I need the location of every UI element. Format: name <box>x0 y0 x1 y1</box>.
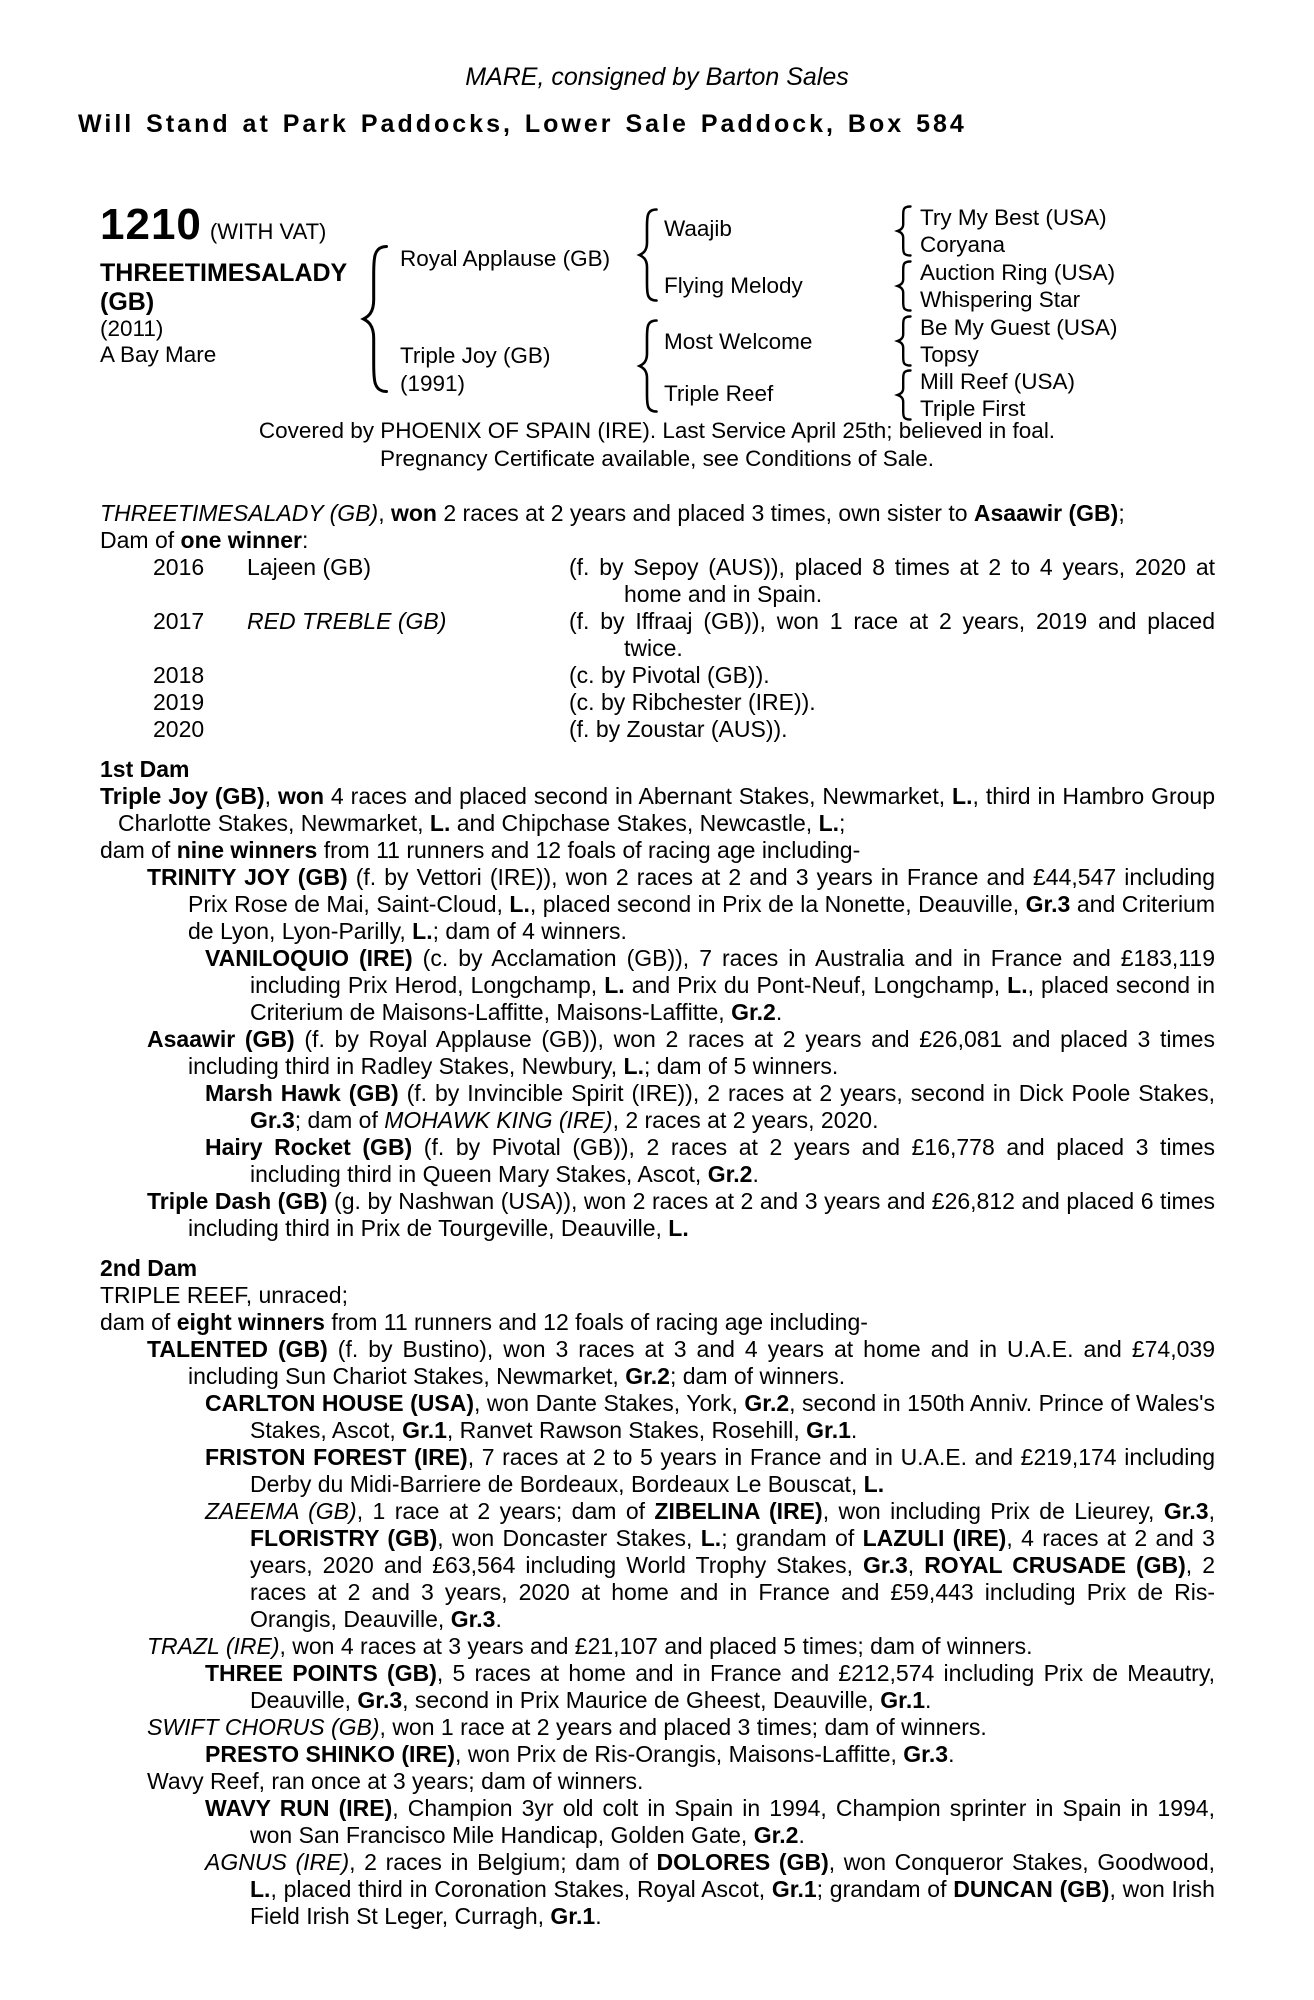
pedigree-brace-gg3 <box>896 315 912 367</box>
text-segment: ROYAL CRUSADE (GB) <box>924 1552 1186 1578</box>
text-segment: . <box>595 1903 602 1929</box>
text-segment: (g. by Nashwan (USA)), won 2 races at 2 and 3 years and £26,812 and placed 6 times including third in Prix de Tourgeville, Deauville, <box>188 1188 1215 1241</box>
text-segment: Gr.2 <box>731 999 776 1025</box>
text-segment: 4 races and placed second in Abernant Stakes, Newmarket, <box>324 783 953 809</box>
text-segment: , won Doncaster Stakes, <box>437 1525 701 1551</box>
text-segment: , 7 races at 2 to 5 years in France and in U.A.E. and £219,174 including Derby du Midi-Barriere de Bordeaux, Bordeaux Le Bouscat, <box>250 1444 1215 1497</box>
text-segment: (f. by Royal Applause (GB)), won 2 races at 2 years and £26,081 and placed 3 times including third in Radley Stakes, Newbury, <box>188 1026 1215 1079</box>
text-segment: , placed second in Criterium de Maisons-Laffitte, Maisons-Laffitte, <box>250 972 1215 1025</box>
text-segment: , won Prix de Ris-Orangis, Maisons-Laffitte, <box>455 1741 904 1767</box>
ggp-pair-1 <box>920 204 1107 258</box>
catalog-entry <box>100 1714 1215 1741</box>
produce-description: (f. by Iffraaj (GB)), won 1 race at 2 years, 2019 and placed twice. <box>569 608 1215 661</box>
covering-line-2: Pregnancy Certificate available, see Conditions of Sale. <box>379 446 935 471</box>
produce-description: (f. by Zoustar (AUS)). <box>569 716 788 742</box>
produce-description: (c. by Pivotal (GB)). <box>569 662 770 688</box>
ggp-name: Triple First <box>920 396 1026 421</box>
text-segment: Gr.3 <box>450 1606 496 1632</box>
ggp-name: Try My Best (USA) <box>920 205 1107 230</box>
text-segment: . <box>798 1822 805 1848</box>
text-segment: , <box>1208 1498 1215 1524</box>
dam-sire: Most Welcome <box>664 329 813 354</box>
text-segment: , 2 races in Belgium; dam of <box>349 1849 657 1875</box>
ggp-pair-4 <box>920 368 1075 422</box>
catalog-entry <box>100 864 1215 945</box>
catalog-entry <box>100 1660 1215 1714</box>
catalog-entry <box>100 1633 1215 1660</box>
catalog-entry <box>100 837 1215 864</box>
dam-of-winner-line <box>100 527 1215 554</box>
produce-description: (f. by Sepoy (AUS)), placed 8 times at 2 to 4 years, 2020 at home and in Spain. <box>569 554 1215 607</box>
produce-year: 2019 <box>153 689 205 715</box>
produce-row <box>100 716 1215 743</box>
text-segment: Marsh Hawk (GB) <box>205 1080 399 1106</box>
section-heading: 2nd Dam <box>100 1255 198 1281</box>
text-segment: . <box>495 1606 502 1632</box>
text-segment: , <box>907 1552 925 1578</box>
text-segment: TRIPLE REEF, unraced; <box>100 1282 348 1308</box>
text-segment: L. <box>429 810 451 836</box>
text-segment: Asaawir (GB) <box>147 1026 295 1052</box>
text-segment: Gr.2 <box>625 1363 670 1389</box>
text-segment: , won Conqueror Stakes, Goodwood, <box>828 1849 1215 1875</box>
ggp-name: Be My Guest (USA) <box>920 315 1118 340</box>
catalog-entry <box>100 1282 1215 1309</box>
text-segment: Triple Joy (GB) <box>100 783 265 809</box>
text-segment: , won Irish Field Irish St Leger, Curragh, <box>250 1876 1215 1929</box>
catalog-entry <box>100 1849 1215 1930</box>
text-segment: and Prix du Pont-Neuf, Longchamp, <box>624 972 1008 998</box>
produce-row <box>100 662 1215 689</box>
text-segment: from 11 runners and 12 foals of racing age including- <box>317 837 861 863</box>
text-segment: , won Dante Stakes, York, <box>474 1390 745 1416</box>
text-segment: Hairy Rocket (GB) <box>205 1134 413 1160</box>
text-segment: Wavy Reef, ran once at 3 years; dam of winners. <box>147 1768 644 1794</box>
text-segment: , Champion 3yr old colt in Spain in 1994, Champion sprinter in Spain in 1994, won San Francisco Mile Handicap, Golden Gate, <box>250 1795 1215 1848</box>
text-segment: L. <box>604 972 625 998</box>
text-segment: : <box>301 527 309 553</box>
text-segment: L. <box>509 891 530 917</box>
text-segment: ; dam of winners. <box>669 1363 846 1389</box>
text-segment: , 2 races at 2 years, 2020. <box>612 1107 879 1133</box>
text-segment: , third in Hambro Group Charlotte Stakes, Newmarket, <box>118 783 1215 836</box>
text-segment: FLORISTRY (GB) <box>250 1525 438 1551</box>
catalog-entry <box>100 945 1215 1026</box>
text-segment: , won including Prix de Lieurey, <box>822 1498 1164 1524</box>
produce-year: 2016 <box>153 554 205 580</box>
text-segment: , won 4 races at 3 years and £21,107 and placed 5 times; dam of winners. <box>279 1633 1033 1659</box>
text-segment: ; <box>839 810 846 836</box>
text-segment: Gr.3 <box>1025 891 1071 917</box>
text-segment: Gr.3 <box>250 1107 295 1133</box>
text-segment: . <box>925 1687 932 1713</box>
dam-dam: Triple Reef <box>664 381 774 406</box>
text-segment: ; dam of 5 winners. <box>643 1053 839 1079</box>
produce-name <box>247 716 569 743</box>
produce-name <box>247 689 569 716</box>
sire-name: Royal Applause (GB) <box>400 246 611 271</box>
text-segment: eight winners <box>176 1309 325 1335</box>
text-segment: and Criterium de Lyon, Lyon-Parilly, <box>188 891 1216 944</box>
text-segment: FRISTON FOREST (IRE) <box>205 1444 468 1470</box>
ggp-name: Topsy <box>920 342 979 367</box>
text-segment: L. <box>952 783 973 809</box>
foaling-year: (2011) <box>100 316 164 341</box>
text-segment: , second in 150th Anniv. Prince of Wales's Stakes, Ascot, <box>250 1390 1215 1443</box>
text-segment: Gr.2 <box>753 1822 799 1848</box>
ggp-name: Auction Ring (USA) <box>920 260 1116 285</box>
catalog-entry <box>100 1134 1215 1188</box>
text-segment: AGNUS (IRE) <box>205 1849 350 1875</box>
text-segment: L. <box>1007 972 1028 998</box>
catalog-entry <box>100 1309 1215 1336</box>
produce-name <box>247 662 569 689</box>
text-segment: from 11 runners and 12 foals of racing age including- <box>324 1309 868 1335</box>
text-segment: won <box>278 783 324 809</box>
text-segment: L. <box>623 1053 644 1079</box>
text-segment: (c. by Acclamation (GB)), 7 races in Australia and in France and £183,119 including Prix Herod, Longchamp, <box>250 945 1215 998</box>
lot-header <box>100 200 327 249</box>
pedigree-brace-gg2 <box>896 260 912 312</box>
text-segment: L. <box>818 810 840 836</box>
produce-year: 2018 <box>153 662 205 688</box>
sire-sire: Waajib <box>664 216 732 241</box>
horse-name: THREETIMESALADY <box>100 259 348 287</box>
text-segment: one winner <box>180 527 302 553</box>
text-segment: WAVY RUN (IRE) <box>205 1795 393 1821</box>
text-segment: Gr.1 <box>402 1417 447 1443</box>
dam-sections <box>100 756 1215 1930</box>
text-segment: , second in Prix Maurice de Gheest, Deauville, <box>402 1687 881 1713</box>
dam-name-block <box>400 342 550 398</box>
text-segment: (f. by Pivotal (GB)), 2 races at 2 years and £16,778 and placed 3 times including third in Queen Mary Stakes, Ascot, <box>250 1134 1215 1187</box>
text-segment: dam of <box>100 837 177 863</box>
text-segment: DUNCAN (GB) <box>953 1876 1110 1902</box>
mare-race-record <box>100 500 1215 527</box>
text-segment: , Ranvet Rawson Stakes, Rosehill, <box>446 1417 807 1443</box>
stand-location-line: Will Stand at Park Paddocks, Lower Sale Paddock, Box 584 <box>78 110 967 138</box>
ggp-name: Whispering Star <box>920 287 1081 312</box>
text-segment: , 1 race at 2 years; dam of <box>356 1498 655 1524</box>
produce-row <box>100 554 1215 608</box>
catalog-entry <box>100 1080 1215 1134</box>
text-segment: Gr.1 <box>771 1876 817 1902</box>
horse-name-suffix: (GB) <box>100 288 155 316</box>
text-segment: LAZULI (IRE) <box>862 1525 1007 1551</box>
text-segment: won <box>390 500 437 526</box>
horse-description: A Bay Mare <box>100 342 217 367</box>
catalog-entry <box>100 1336 1215 1390</box>
text-segment: . <box>775 999 783 1025</box>
text-segment: , placed second in Prix de la Nonette, Deauville, <box>529 891 1026 917</box>
mare-description <box>100 500 1215 527</box>
catalog-entry <box>100 1768 1215 1795</box>
text-segment: . <box>850 1417 858 1443</box>
produce-description: (c. by Ribchester (IRE)). <box>569 689 816 715</box>
covering-line-1: Covered by PHOENIX OF SPAIN (IRE). Last Service April 25th; believed in foal. <box>258 418 1056 443</box>
catalogue-body <box>100 500 1215 1930</box>
lot-number: 1210 <box>100 200 202 249</box>
text-segment: , 2 races at 2 and 3 years, 2020 at home and in France and £59,443 including Prix de Ris-Orangis, Deauville, <box>250 1552 1215 1632</box>
text-segment: Gr.2 <box>707 1161 753 1187</box>
sire-dam: Flying Melody <box>664 273 803 298</box>
text-segment: L. <box>668 1215 689 1241</box>
text-segment: dam of <box>100 1309 177 1335</box>
text-segment: Gr.2 <box>744 1390 790 1416</box>
dam-year: (1991) <box>400 371 466 396</box>
produce-year: 2017 <box>153 608 205 634</box>
text-segment: (f. by Bustino), won 3 races at 3 and 4 years at home and in U.A.E. and £74,039 including Sun Chariot Stakes, Newmarket, <box>188 1336 1215 1389</box>
catalog-entry <box>100 1390 1215 1444</box>
ggp-name: Coryana <box>920 232 1006 257</box>
pedigree-brace-main <box>362 245 388 393</box>
text-segment: and Chipchase Stakes, Newcastle, <box>450 810 819 836</box>
produce-year: 2020 <box>153 716 205 742</box>
pedigree-table <box>100 200 1215 428</box>
produce-name: Lajeen (GB) <box>247 554 372 580</box>
text-segment: Dam of <box>100 527 181 553</box>
text-segment: 2 races at 2 years and placed 3 times, own sister to <box>436 500 974 526</box>
pedigree-brace-dam <box>638 319 658 413</box>
text-segment: Triple Dash (GB) <box>147 1188 328 1214</box>
text-segment: (f. by Vettori (IRE)), won 2 races at 2 and 3 years in France and £44,547 including Prix Rose de Mai, Saint-Cloud, <box>188 864 1215 917</box>
text-segment: ZAEEMA (GB) <box>205 1498 357 1524</box>
text-segment: ; <box>1118 500 1125 526</box>
catalog-entry <box>100 1498 1215 1633</box>
produce-row <box>100 608 1215 662</box>
produce-row <box>100 689 1215 716</box>
text-segment: VANILOQUIO (IRE) <box>205 945 413 971</box>
catalog-entry <box>100 783 1215 837</box>
text-segment: L. <box>863 1471 885 1497</box>
text-segment: nine winners <box>176 837 318 863</box>
text-segment: Gr.1 <box>880 1687 926 1713</box>
text-segment: THREE POINTS (GB) <box>205 1660 437 1686</box>
catalog-entry <box>100 1026 1215 1080</box>
ggp-pair-2 <box>920 259 1115 313</box>
consignment-title: MARE, consigned by Barton Sales <box>465 63 849 91</box>
ggp-pair-3 <box>920 314 1118 368</box>
text-segment: , won 1 race at 2 years and placed 3 times; dam of winners. <box>379 1714 987 1740</box>
pedigree-brace-gg1 <box>896 205 912 257</box>
text-segment: Gr.3 <box>863 1552 908 1578</box>
catalog-entry <box>100 1188 1215 1242</box>
text-segment: PRESTO SHINKO (IRE) <box>205 1741 456 1767</box>
text-segment: Gr.1 <box>550 1903 596 1929</box>
pedigree-brace-sire <box>638 208 658 302</box>
text-segment: Asaawir (GB) <box>973 500 1119 526</box>
produce-record <box>100 554 1215 743</box>
text-segment: ZIBELINA (IRE) <box>654 1498 823 1524</box>
catalog-entry <box>100 1444 1215 1498</box>
ggp-name: Mill Reef (USA) <box>920 369 1076 394</box>
vat-note: (WITH VAT) <box>209 219 327 244</box>
text-segment: L. <box>700 1525 722 1551</box>
text-segment: ; grandam of <box>816 1876 954 1902</box>
text-segment: ; dam of <box>294 1107 385 1133</box>
text-segment: Gr.3 <box>903 1741 949 1767</box>
text-segment: MOHAWK KING (IRE) <box>384 1107 613 1133</box>
text-segment: Gr.3 <box>357 1687 403 1713</box>
dam-name: Triple Joy (GB) <box>400 343 551 368</box>
text-segment: TRAZL (IRE) <box>147 1633 280 1659</box>
text-segment: . <box>752 1161 759 1187</box>
text-segment: Gr.3 <box>1163 1498 1209 1524</box>
text-segment: , <box>264 783 278 809</box>
text-segment: DOLORES (GB) <box>656 1849 829 1875</box>
text-segment: SWIFT CHORUS (GB) <box>147 1714 380 1740</box>
text-segment: ; dam of 4 winners. <box>432 918 627 944</box>
catalog-entry <box>100 1741 1215 1768</box>
text-segment: . <box>948 1741 955 1767</box>
text-segment: TALENTED (GB) <box>147 1336 328 1362</box>
text-segment: , 4 races at 2 and 3 years, 2020 and £63,564 including World Trophy Stakes, <box>250 1525 1215 1578</box>
dam-of-line <box>100 527 1215 554</box>
pedigree-brace-gg4 <box>896 369 912 421</box>
section-heading: 1st Dam <box>100 756 190 782</box>
text-segment: THREETIMESALADY (GB) <box>100 500 379 526</box>
covering-statement <box>0 417 1314 473</box>
text-segment: , placed third in Coronation Stakes, Royal Ascot, <box>270 1876 772 1902</box>
catalog-entry <box>100 1795 1215 1849</box>
text-segment: ; grandam of <box>721 1525 863 1551</box>
text-segment: , 5 races at home and in France and £212,574 including Prix de Meautry, Deauville, <box>250 1660 1216 1713</box>
text-segment: , <box>378 500 391 526</box>
text-segment: TRINITY JOY (GB) <box>147 864 348 890</box>
text-segment: CARLTON HOUSE (USA) <box>205 1390 474 1416</box>
text-segment: (f. by Invincible Spirit (IRE)), 2 races at 2 years, second in Dick Poole Stakes, <box>398 1080 1215 1106</box>
text-segment: L. <box>250 1876 271 1902</box>
text-segment: Gr.1 <box>806 1417 851 1443</box>
produce-name: RED TREBLE (GB) <box>247 608 447 634</box>
text-segment: L. <box>412 918 433 944</box>
